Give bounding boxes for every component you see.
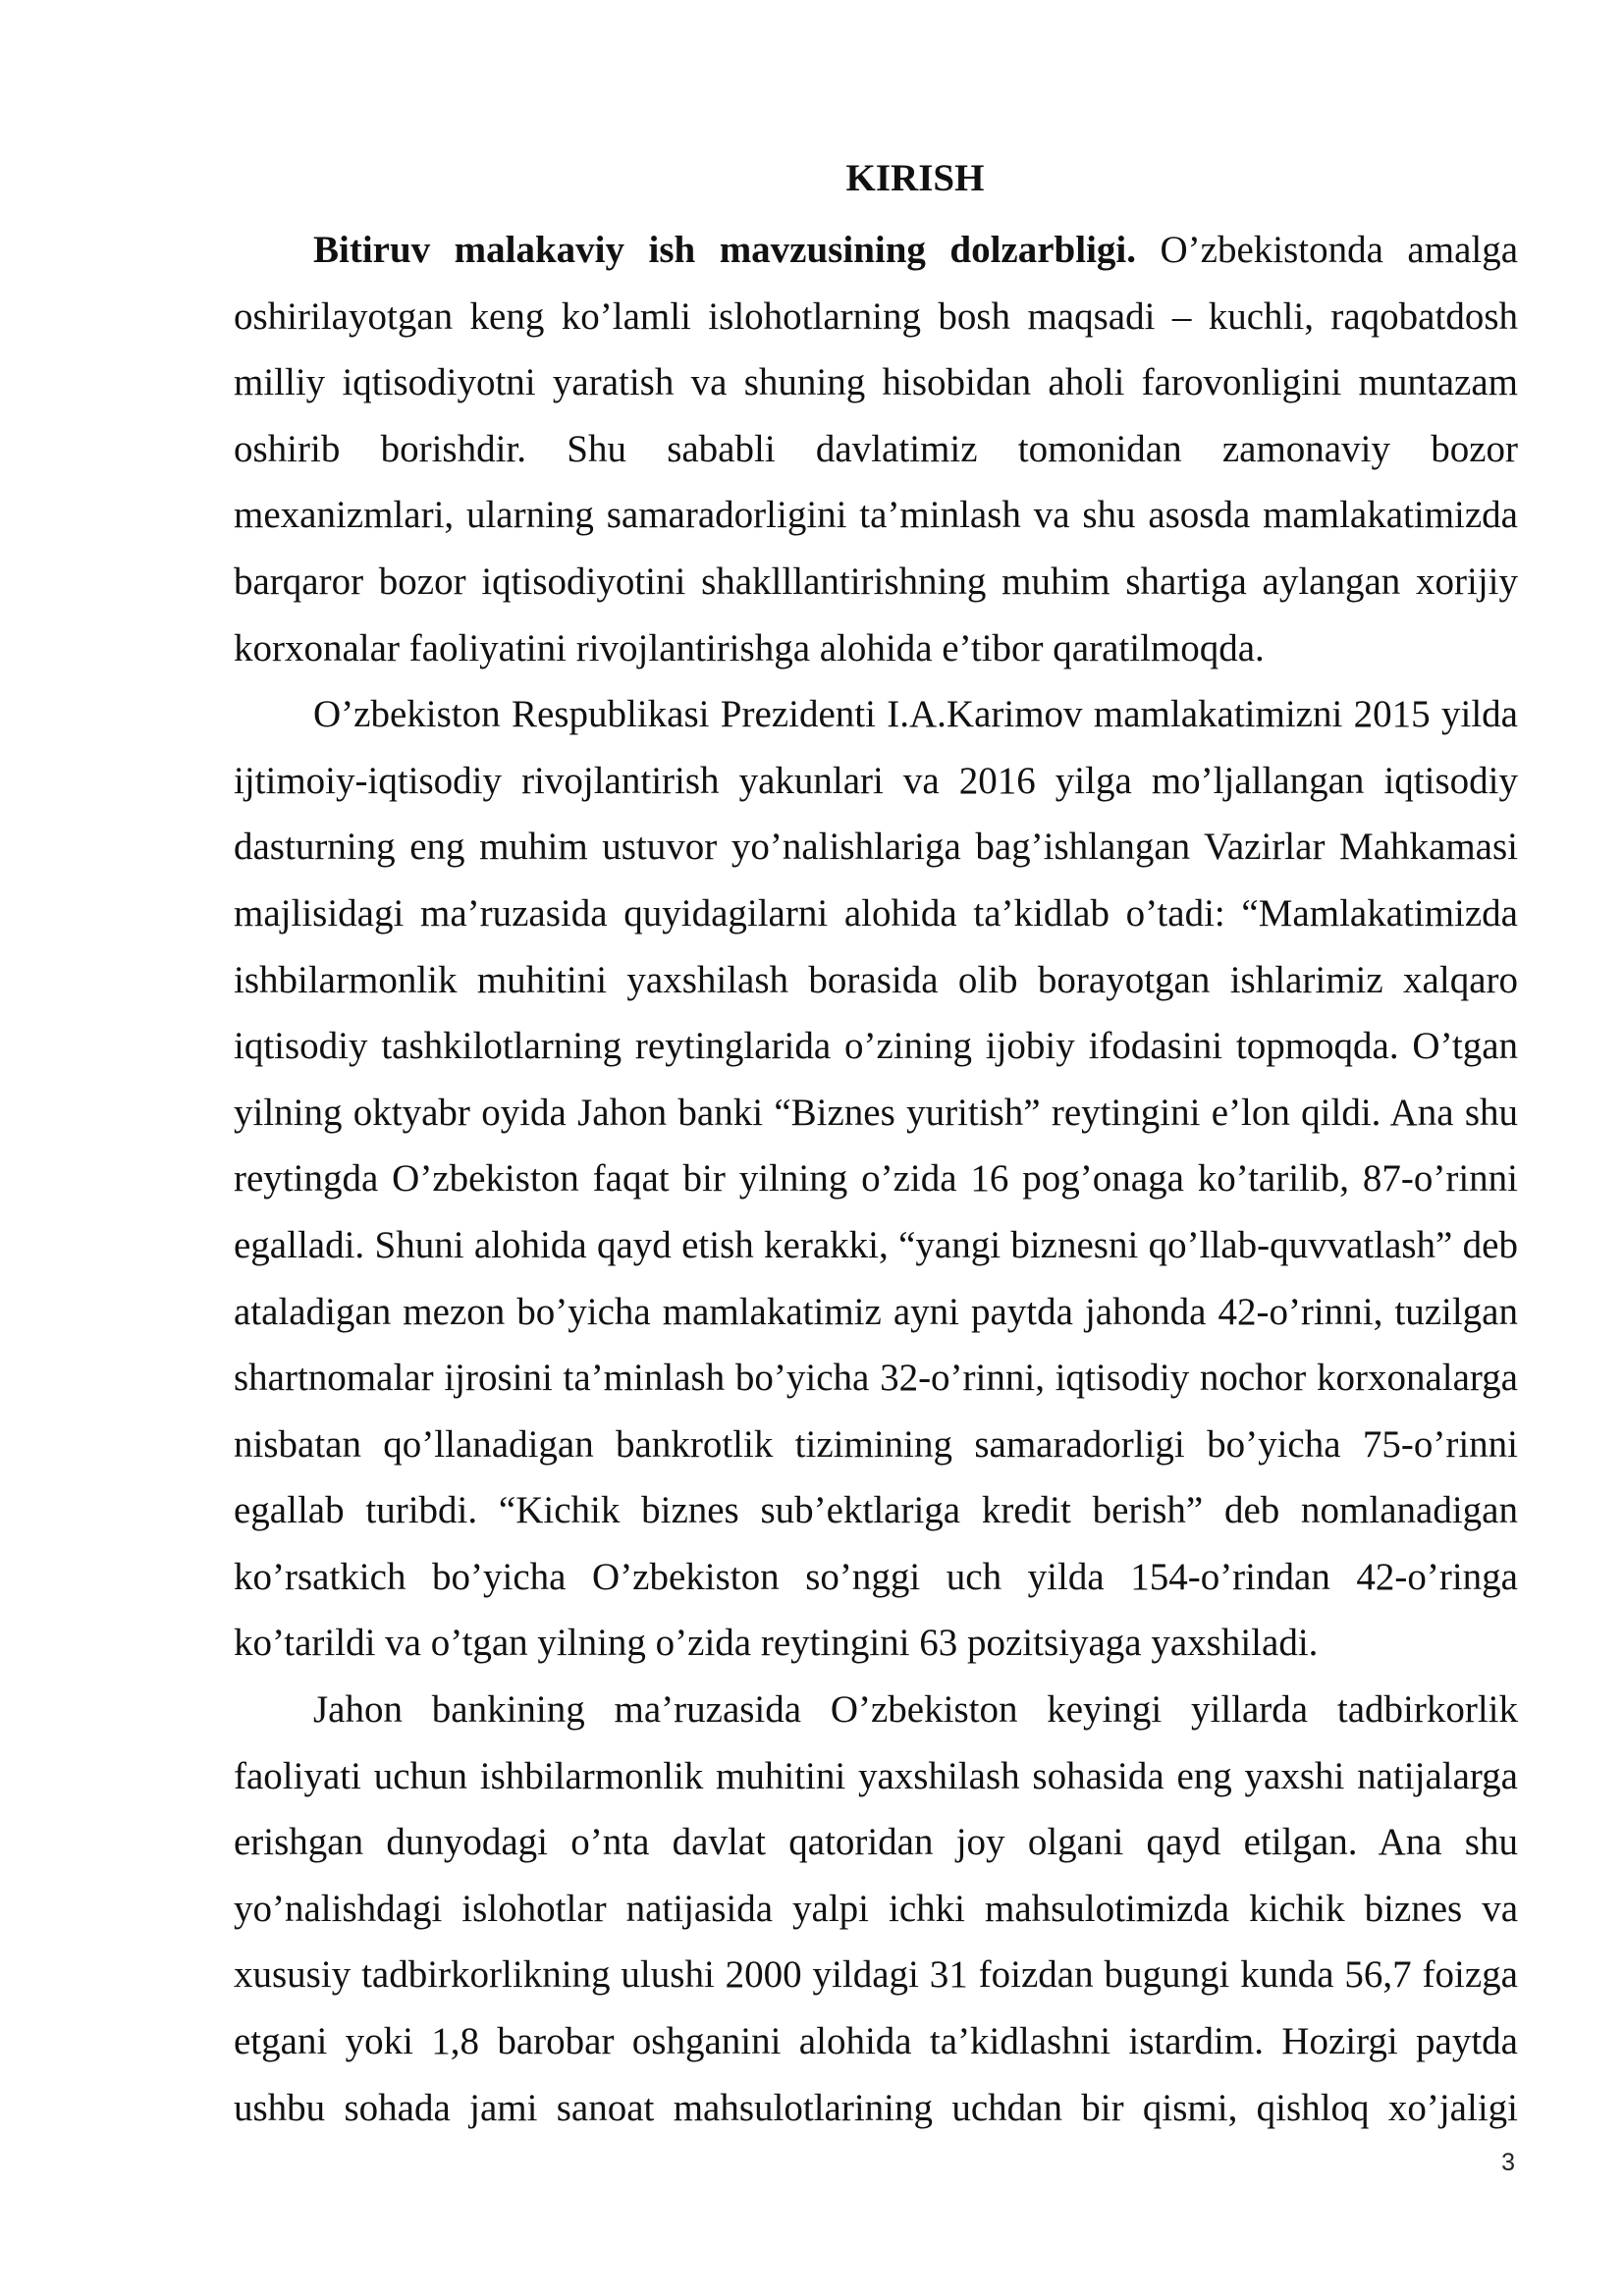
line-text: yilning oktyabr oyida Jahon banki “Biznes yuritish” reytingini e’lon qildi. Ana shu <box>234 1091 1518 1134</box>
line-text: egalladi. Shuni alohida qayd etish kerakki, “yangi biznesni qo’llab-quvvatlash” deb <box>234 1223 1518 1266</box>
line-text: O’zbekistonda amalga <box>1160 229 1519 271</box>
paragraph <box>234 681 1518 1677</box>
line-text: ataladigan mezon bo’yicha mamlakatimiz ayni paytda jahonda 42-o’rinni, tuzilgan <box>234 1290 1518 1333</box>
line-text: oshirilayotgan keng ko’lamli islohotlarning bosh maqsadi – kuchli, raqobatdosh <box>234 294 1518 338</box>
text-line <box>234 947 1518 1014</box>
line-text: iqtisodiy tashkilotlarning reytinglarida o’zining ijobiy ifodasini topmoqda. O’tgan <box>234 1025 1518 1068</box>
line-text: oshirib borishdir. Shu sababli davlatimiz tomonidan zamonaviy bozor <box>234 427 1518 470</box>
line-text: etgani yoki 1,8 barobar oshganini alohida ta’kidlashni istardim. Hozirgi paytda <box>234 2020 1518 2063</box>
text-line <box>234 1743 1518 1810</box>
line-text: O’zbekiston Respublikasi Prezidenti I.A.Karimov mamlakatimizni 2015 yilda <box>313 693 1518 736</box>
page-title: KIRISH <box>845 157 985 199</box>
text-line <box>234 1013 1518 1080</box>
text-line <box>234 1477 1518 1544</box>
line-text: ishbilarmonlik muhitini yaxshilash borasida olib borayotgan ishlarimiz xalqaro <box>234 958 1518 1001</box>
line-text: mexanizmlari, ularning samaradorligini ta’minlash va shu asosda mamlakatimizda <box>234 494 1518 537</box>
text-line <box>234 1345 1518 1412</box>
text-line <box>234 349 1518 416</box>
text-line <box>234 2075 1518 2142</box>
line-text: ijtimoiy-iqtisodiy rivojlantirish yakunlari va 2016 yilga mo’ljallangan iqtisodiy <box>234 759 1518 802</box>
text-line <box>234 1809 1518 1876</box>
line-text: xususiy tadbirkorlikning ulushi 2000 yildagi 31 foizdan bugungi kunda 56,7 foizga <box>234 1953 1518 1997</box>
text-line <box>234 1279 1518 1346</box>
text-line <box>234 615 1518 682</box>
line-text: reytingda O’zbekiston faqat bir yilning o’zida 16 pog’onaga ko’tarilib, 87-o’rinni <box>234 1157 1518 1201</box>
text-line <box>234 482 1518 549</box>
line-text: yo’nalishdagi islohotlar natijasida yalpi ichki mahsulotimizda kichik biznes va <box>234 1887 1518 1930</box>
text-line <box>234 217 1518 284</box>
line-text: nisbatan qo’llanadigan bankrotlik tizimining samaradorligi bo’yicha 75-o’rinni <box>234 1422 1518 1466</box>
text-line <box>234 1610 1518 1677</box>
text-line <box>234 1080 1518 1147</box>
text-line <box>234 284 1518 350</box>
line-text: egallab turibdi. “Kichik biznes sub’ektlariga kredit berish” deb nomlanadigan <box>234 1489 1518 1532</box>
text-line <box>234 881 1518 947</box>
line-text: dasturning eng muhim ustuvor yo’nalishlariga bag’ishlangan Vazirlar Mahkamasi <box>234 826 1518 869</box>
body-text <box>234 217 1518 2141</box>
text-line <box>234 416 1518 483</box>
line-text: ushbu sohada jami sanoat mahsulotlarining uchdan bir qismi, qishloq xo’jaligi <box>234 2086 1518 2129</box>
text-line <box>234 1146 1518 1212</box>
line-text: korxonalar faoliyatini rivojlantirishga alohida e’tibor qaratilmoqda. <box>234 626 1265 669</box>
line-text: ko’rsatkich bo’yicha O’zbekiston so’nggi uch yilda 154-o’rindan 42-o’ringa <box>234 1555 1518 1598</box>
paragraph <box>234 217 1518 681</box>
text-line <box>234 814 1518 881</box>
text-line <box>234 1544 1518 1611</box>
line-text: faoliyati uchun ishbilarmonlik muhitini yaxshilash sohasida eng yaxshi natijalarga <box>234 1754 1518 1797</box>
line-text: majlisidagi ma’ruzasida quyidagilarni alohida ta’kidlab o’tadi: “Mamlakatimizda <box>234 891 1518 934</box>
line-text: milliy iqtisodiyotni yaratish va shuning hisobidan aholi farovonligini muntazam <box>234 361 1518 404</box>
text-line <box>234 748 1518 815</box>
paragraph-lead: Bitiruv malakaviy ish mavzusining dolzarbligi. <box>313 229 1136 271</box>
text-line <box>234 2008 1518 2075</box>
line-text: erishgan dunyodagi o’nta davlat qatoridan joy olgani qayd etilgan. Ana shu <box>234 1821 1518 1864</box>
text-line <box>234 1677 1518 1743</box>
line-text: ko’tarildi va o’tgan yilning o’zida reytingini 63 pozitsiyaga yaxshiladi. <box>234 1622 1319 1665</box>
text-line <box>234 1412 1518 1478</box>
text-line <box>234 681 1518 748</box>
line-text: barqaror bozor iqtisodiyotini shaklllantirishning muhim shartiga aylangan xorijiy <box>234 560 1518 603</box>
paragraph <box>234 1677 1518 2141</box>
text-line <box>234 1212 1518 1279</box>
line-text: shartnomalar ijrosini ta’minlash bo’yicha 32-o’rinni, iqtisodiy nochor korxonalarga <box>234 1357 1518 1400</box>
page-number: 3 <box>1501 2149 1515 2176</box>
line-text: Jahon bankining ma’ruzasida O’zbekiston keyingi yillarda tadbirkorlik <box>313 1688 1518 1732</box>
text-line <box>234 1942 1518 2008</box>
text-line <box>234 549 1518 615</box>
text-line <box>234 1876 1518 1943</box>
